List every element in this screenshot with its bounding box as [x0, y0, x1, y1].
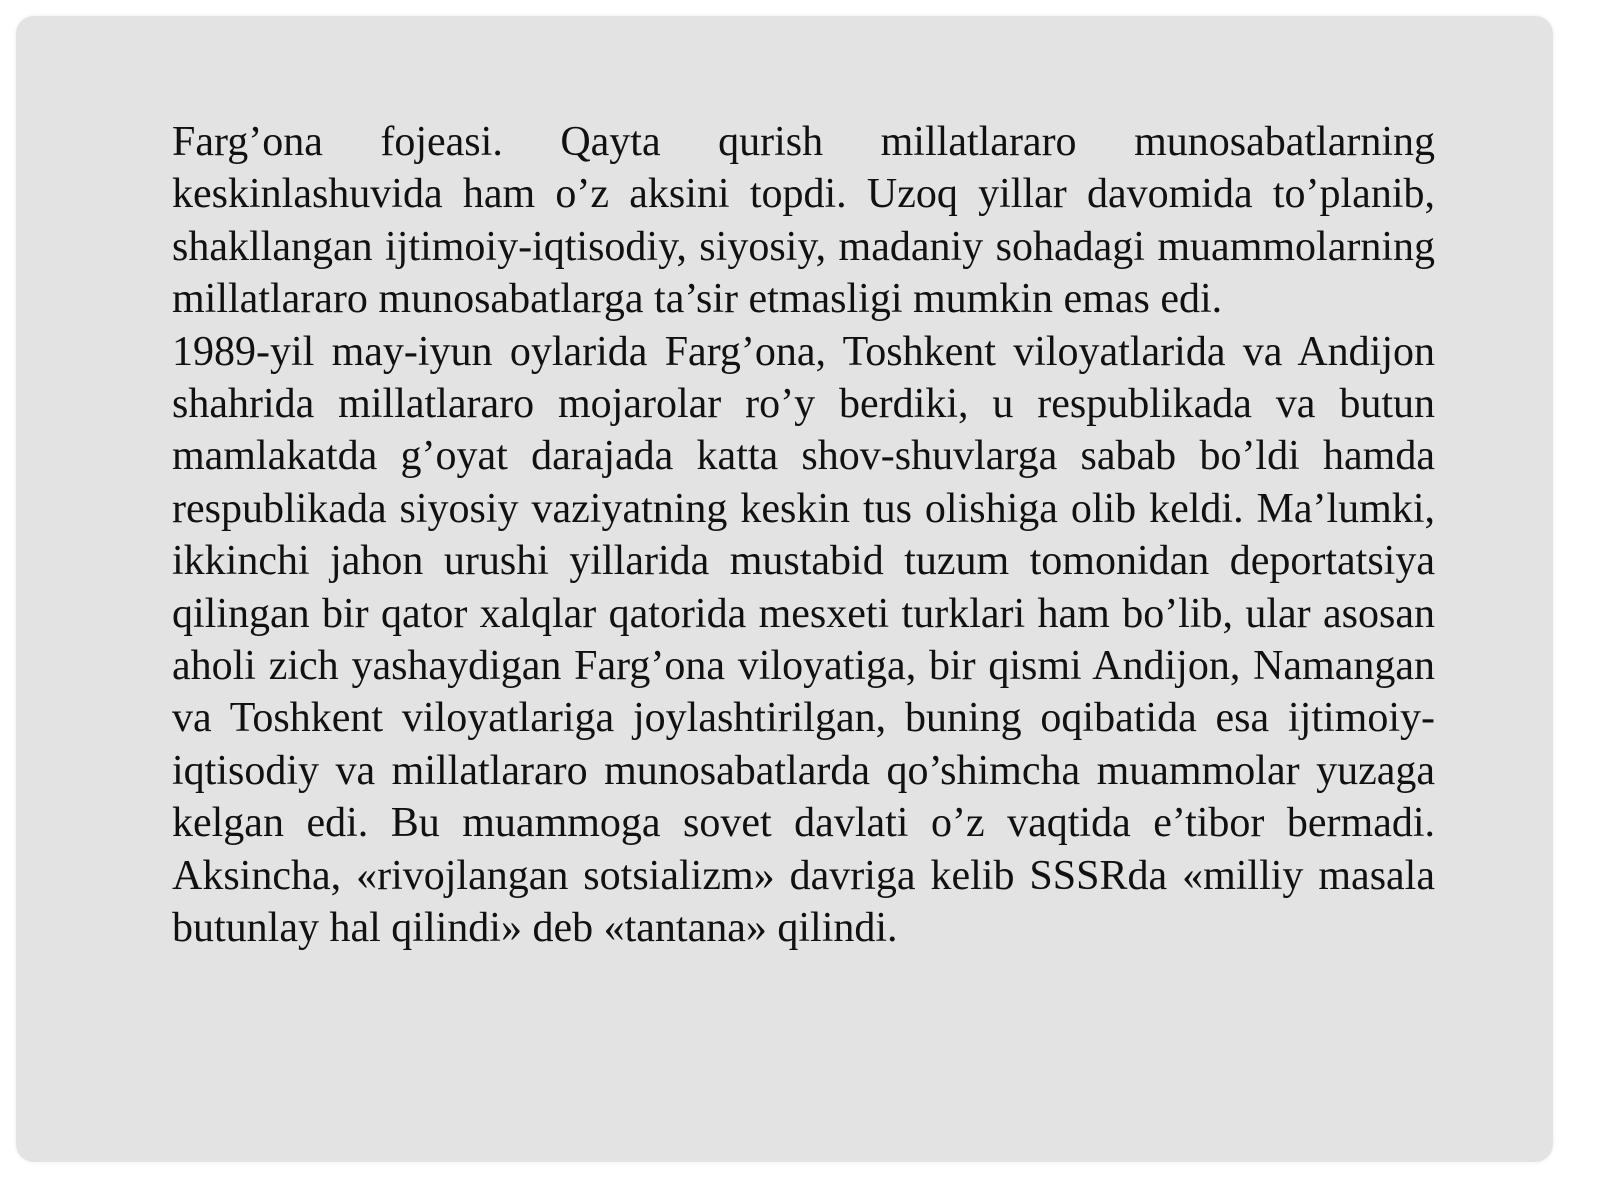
paragraph-fergana-tragedy: Farg’ona fojeasi. Qayta qurish millatlararo munosabatlarning keskinlashuvida ham o’z aksini topdi. Uzoq yillar davomida to’planib, shakllangan ijtimoiy-iqtisodiy, siyosiy, madaniy sohadagi muammolarning millatlararo munosabatlarga ta’sir etmasligi mumkin emas edi.	[172, 119, 1435, 323]
slide-text-body	[172, 116, 1435, 955]
paragraph-1989-events: 1989-yil may-iyun oylarida Farg’ona, Toshkent viloyatlarida va Andijon shahrida millatlararo mojarolar ro’y berdiki, u respublikada va butun mamlakatda g’oyat darajada katta shov-shuvlarga sabab bo’ldi hamda respublikada siyosiy vaziyatning keskin tus olishiga olib keldi. Ma’lumki, ikkinchi jahon urushi yillarida mustabid tuzum tomonidan deportatsiya qilingan bir qator xalqlar qatorida mesxeti turklari ham bo’lib, ular asosan aholi zich yashaydigan Farg’ona viloyatiga, bir qismi Andijon, Namangan va Toshkent viloyatlariga joylashtirilgan, buning oqibatida esa ijtimoiy-iqtisodiy va millatlararo munosabatlarda qo’shimcha muammolar yuzaga kelgan edi. Bu muammoga sovet davlati o’z vaqtida e’tibor bermadi. Aksincha, «rivojlangan sotsializm» davriga kelib SSSRda «milliy masala butunlay hal qilindi» deb «tantana» qilindi.	[172, 328, 1435, 952]
slide-panel	[16, 16, 1553, 1162]
